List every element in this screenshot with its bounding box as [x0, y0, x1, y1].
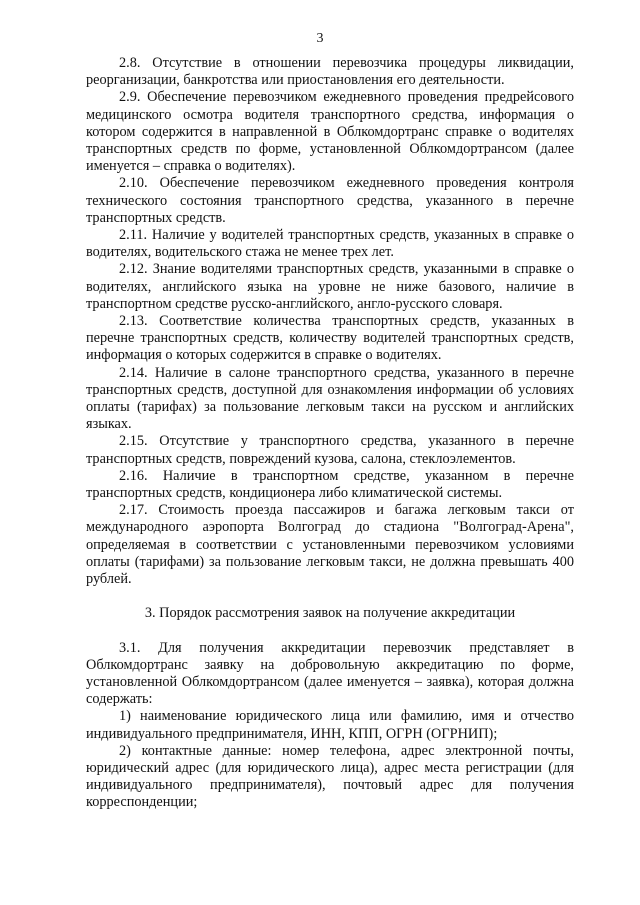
paragraph-2-10: 2.10. Обеспечение перевозчиком ежедневного проведения контроля технического состояния транспортного средства, указанного в перечне транспортных средств. [86, 175, 574, 226]
paragraph-2-13: 2.13. Соответствие количества транспортных средств, указанных в перечне транспортных средств, количеству водителей транспортных средств, информация о которых содержится в справке о водителях. [86, 313, 574, 364]
document-body [86, 55, 574, 812]
paragraph-2-17: 2.17. Стоимость проезда пассажиров и багажа легковым такси от международного аэропорта Волгоград до стадиона "Волгоград-Арена", определяемая в соответствии с установленными перевозчиком условиями оплаты (тарифами) за пользование легковым такси, не должна превышать 400 рублей. [86, 502, 574, 588]
paragraph-3-1: 3.1. Для получения аккредитации перевозчик представляет в Облкомдортранс заявку на добровольную аккредитацию по форме, установленной Облкомдортрансом (далее именуется – заявка), которая должна содержать: [86, 639, 574, 708]
paragraph-2-8: 2.8. Отсутствие в отношении перевозчика процедуры ликвидации, реорганизации, банкротства или приостановления его деятельности. [86, 55, 574, 89]
list-item-2: 2) контактные данные: номер телефона, адрес электронной почты, юридический адрес (для юридического лица), адрес места регистрации (для индивидуального предпринимателя), почтовый адрес для получения корреспонденции; [86, 742, 574, 811]
paragraph-2-15: 2.15. Отсутствие у транспортного средства, указанного в перечне транспортных средств, повреждений кузова, салона, стеклоэлементов. [86, 433, 574, 467]
page-number: 3 [316, 31, 324, 46]
list-item-1: 1) наименование юридического лица или фамилию, имя и отчество индивидуального предпринимателя, ИНН, КПП, ОГРН (ОГРНИП); [86, 708, 574, 742]
paragraph-2-11: 2.11. Наличие у водителей транспортных средств, указанных в справке о водителях, водительского стажа не менее трех лет. [86, 227, 574, 261]
section-heading: 3. Порядок рассмотрения заявок на получение аккредитации [144, 605, 516, 622]
paragraph-2-12: 2.12. Знание водителями транспортных средств, указанными в справке о водителях, английского языка на уровне не ниже базового, наличие в транспортном средстве русско-английского, англо-русского словаря. [86, 261, 574, 312]
paragraph-2-9: 2.9. Обеспечение перевозчиком ежедневного проведения предрейсового медицинского осмотра водителя транспортного средства, информация о котором содержится в направленной в Облкомдортранс справке о водителях транспортных средств по форме, установленной Облкомдортрансом (далее именуется – справка о водителях). [86, 89, 574, 175]
paragraph-2-16: 2.16. Наличие в транспортном средстве, указанном в перечне транспортных средств, кондиционера либо климатической системы. [86, 467, 574, 502]
paragraph-2-14: 2.14. Наличие в салоне транспортного средства, указанного в перечне транспортных средств, доступной для ознакомления информации об условиях оплаты (тарифах) за пользование легковым такси на русском и английских языках. [86, 364, 574, 433]
